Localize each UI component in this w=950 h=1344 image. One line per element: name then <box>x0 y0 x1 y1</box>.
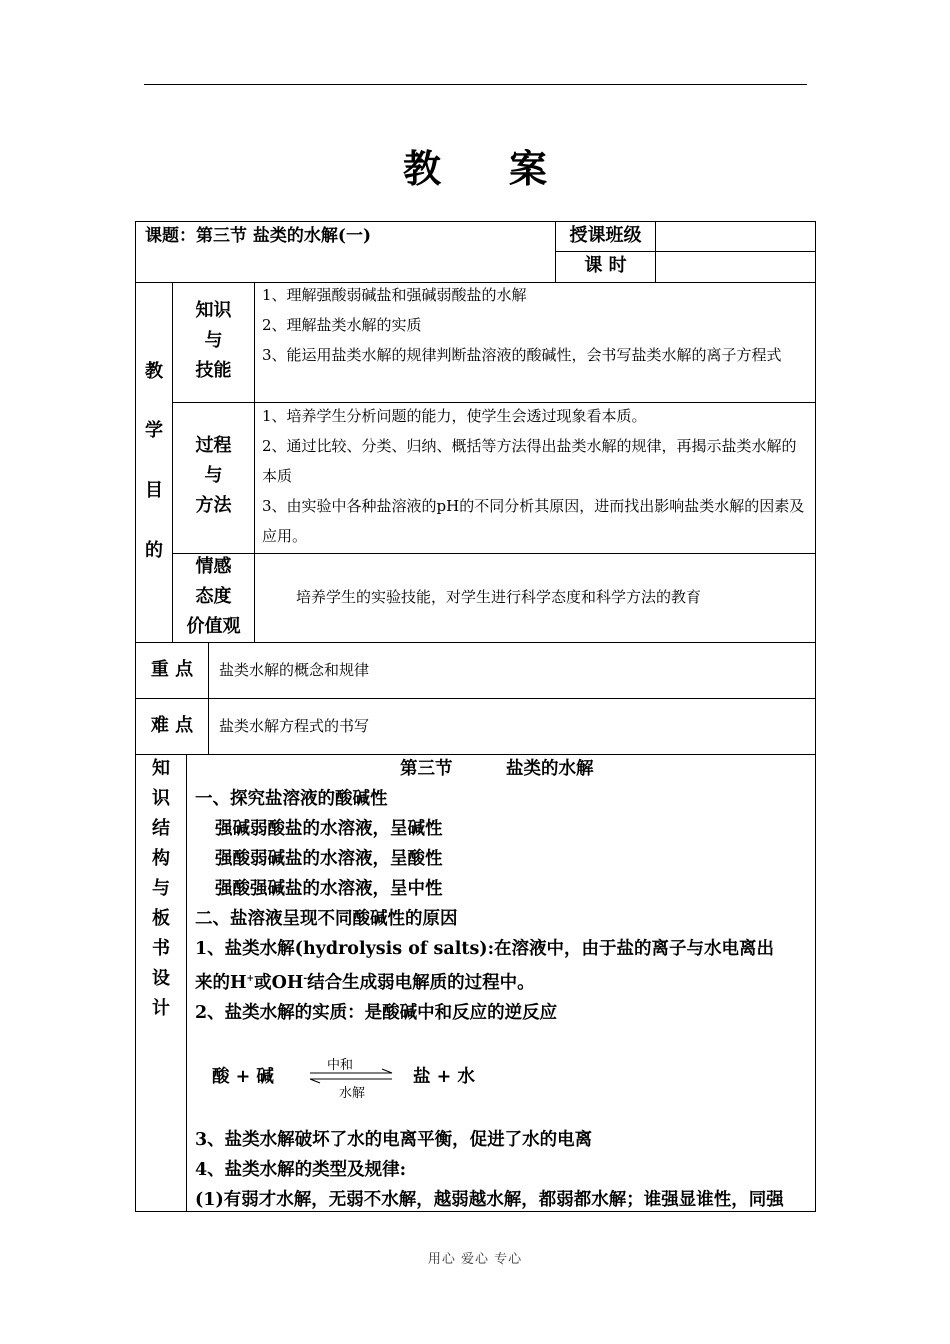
title-char-1: 教 <box>402 146 441 191</box>
equation-arrow-label-top: 中和 <box>327 1058 354 1073</box>
board-side-label: 知 识 结 构 与 板 书 设 计 <box>152 758 170 1019</box>
list-item: 1、培养学生分析问题的能力，使学生会透过现象看本质。 <box>262 407 647 425</box>
list-item: 2、理解盐类水解的实质 <box>262 316 422 334</box>
point-3: 3、盐类水解破坏了水的电离平衡，促进了水的电离 <box>195 1130 593 1150</box>
essence-line: 2、盐类水解的实质：是酸碱中和反应的逆反应 <box>195 1002 558 1023</box>
title-char-2: 案 <box>509 146 548 191</box>
board-heading-section: 第三节 <box>400 759 453 779</box>
board-heading-title: 盐类的水解 <box>506 759 594 779</box>
point-4: 4、盐类水解的类型及规律: <box>195 1160 407 1180</box>
definition-line-2: 来的H+或OH-结合生成弱电解质的过程中。 <box>195 972 535 993</box>
section-2-title: 二、盐溶液呈现不同酸碱性的原因 <box>195 909 458 929</box>
equation-right: 盐 + 水 <box>413 1067 475 1087</box>
equation-left: 酸 + 碱 <box>212 1067 274 1087</box>
list-item: 强酸弱碱盐的水溶液，呈酸性 <box>215 849 443 869</box>
rule-1: (1)有弱才水解，无弱不水解，越弱越水解，都弱都水解；谁强显谁性，同强 <box>195 1190 784 1210</box>
objective-items-knowledge <box>262 280 810 370</box>
class-label: 授课班级 <box>569 225 642 246</box>
difficulty-label: 难 点 <box>150 715 194 736</box>
header-rule <box>144 84 807 85</box>
objective-label-process: 过程 与 方法 <box>195 435 232 516</box>
definition-line-1: 1、盐类水解(hydrolysis of salts):在溶液中，由于盐的离子与水电离出 <box>195 939 775 959</box>
objective-label-attitude: 情感 态度 价值观 <box>186 556 241 637</box>
hours-label: 课 时 <box>584 255 627 276</box>
lesson-topic: 课题：第三节 盐类的水解(一) <box>145 226 372 246</box>
difficulty-text: 盐类水解方程式的书写 <box>219 717 370 735</box>
equation-arrow-label-bottom: 水解 <box>339 1086 366 1101</box>
table-border-right <box>815 221 816 1212</box>
board-content-lower <box>195 1125 810 1215</box>
objective-items-process <box>262 401 810 551</box>
key-point-label: 重 点 <box>150 659 194 680</box>
page-title <box>0 138 950 193</box>
list-item: 1、理解强酸弱碱盐和强碱弱酸盐的水解 <box>262 286 527 304</box>
list-item: 3、能运用盐类水解的规律判断盐溶液的酸碱性，会书写盐类水解的离子方程式 <box>262 346 782 364</box>
list-item: 强碱弱酸盐的水溶液，呈碱性 <box>215 819 443 839</box>
board-content <box>195 784 810 1028</box>
list-item: 强酸强碱盐的水溶液，呈中性 <box>215 879 443 899</box>
list-item: 2、通过比较、分类、归纳、概括等方法得出盐类水解的规律，再揭示盐类水解的本质 <box>262 437 797 485</box>
key-point-text: 盐类水解的概念和规律 <box>219 661 370 679</box>
section-1-title: 一、探究盐溶液的酸碱性 <box>195 789 388 809</box>
objective-items-attitude <box>296 582 810 612</box>
objective-label-knowledge: 知识 与 技能 <box>195 300 232 381</box>
list-item: 3、由实验中各种盐溶液的pH的不同分析其原因，进而找出影响盐类水解的因素及应用。 <box>262 497 805 545</box>
list-item: 培养学生的实验技能，对学生进行科学态度和科学方法的教育 <box>296 588 702 606</box>
page-footer: 用心 爱心 专心 <box>427 1252 523 1267</box>
